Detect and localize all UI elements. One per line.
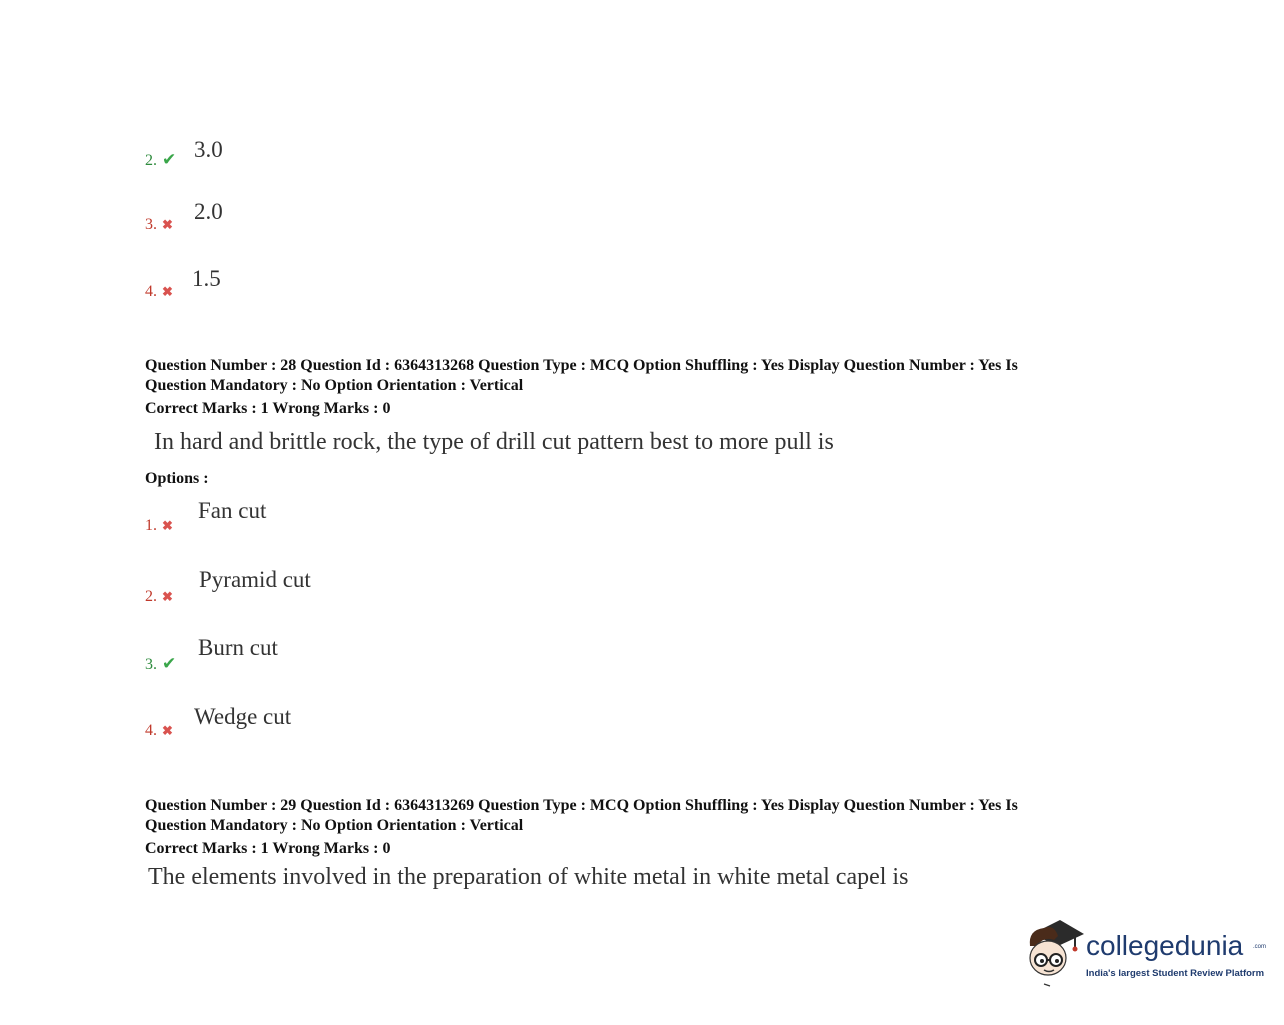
q28-marks: Correct Marks : 1 Wrong Marks : 0	[145, 400, 391, 417]
cross-icon: ✖	[162, 723, 173, 738]
q28-option-1-marker	[145, 517, 173, 535]
q28-option-4-marker	[145, 722, 173, 740]
option-number: 2.	[145, 152, 157, 169]
q29-marks: Correct Marks : 1 Wrong Marks : 0	[145, 840, 391, 857]
cross-icon: ✖	[162, 217, 173, 232]
option-number: 1.	[145, 517, 157, 534]
logo-suffix: .com	[1253, 944, 1267, 950]
q28-option-4-text: Wedge cut	[194, 704, 292, 729]
logo-tagline: India's largest Student Review Platform	[1086, 968, 1265, 979]
q28-options-label: Options :	[145, 470, 209, 487]
prev-option-2-text: 3.0	[194, 137, 223, 162]
mascot-icon	[1024, 916, 1086, 988]
prev-option-4-marker	[145, 283, 173, 301]
q29-meta	[145, 796, 1018, 836]
q29-meta-line2: Question Mandatory : No Option Orientation : Vertical	[145, 817, 524, 834]
prev-option-3-text: 2.0	[194, 199, 223, 224]
q28-question-text: In hard and brittle rock, the type of drill cut pattern best to more pull is	[154, 429, 834, 455]
q29-meta-line1: Question Number : 29 Question Id : 6364313269 Question Type : MCQ Option Shuffling : Yes Display Question Number : Yes Is	[145, 797, 1018, 814]
prev-option-3-marker	[145, 216, 173, 234]
q28-option-1-text: Fan cut	[198, 498, 267, 523]
q28-meta-line2: Question Mandatory : No Option Orientation : Vertical	[145, 377, 524, 394]
option-number: 3.	[145, 216, 157, 233]
logo-name: collegedunia	[1086, 930, 1244, 961]
cross-icon: ✖	[162, 589, 173, 604]
q28-option-3-marker	[145, 654, 176, 674]
collegedunia-logo	[1024, 916, 1267, 988]
check-icon: ✔	[162, 150, 177, 169]
option-number: 4.	[145, 722, 157, 739]
check-icon: ✔	[162, 654, 177, 673]
option-number: 4.	[145, 283, 157, 300]
option-number: 2.	[145, 588, 157, 605]
q28-option-2-text: Pyramid cut	[199, 567, 311, 592]
prev-option-2-marker	[145, 150, 176, 170]
cross-icon: ✖	[162, 518, 173, 533]
cross-icon: ✖	[162, 284, 173, 299]
q28-option-2-marker	[145, 588, 173, 606]
q28-option-3-text: Burn cut	[198, 635, 278, 660]
option-number: 3.	[145, 656, 157, 673]
prev-option-4-text: 1.5	[192, 266, 221, 291]
q29-question-text: The elements involved in the preparation of white metal in white metal capel is	[148, 864, 909, 890]
q28-meta	[145, 356, 1018, 396]
q28-meta-line1: Question Number : 28 Question Id : 6364313268 Question Type : MCQ Option Shuffling : Yes Display Question Number : Yes Is	[145, 357, 1018, 374]
